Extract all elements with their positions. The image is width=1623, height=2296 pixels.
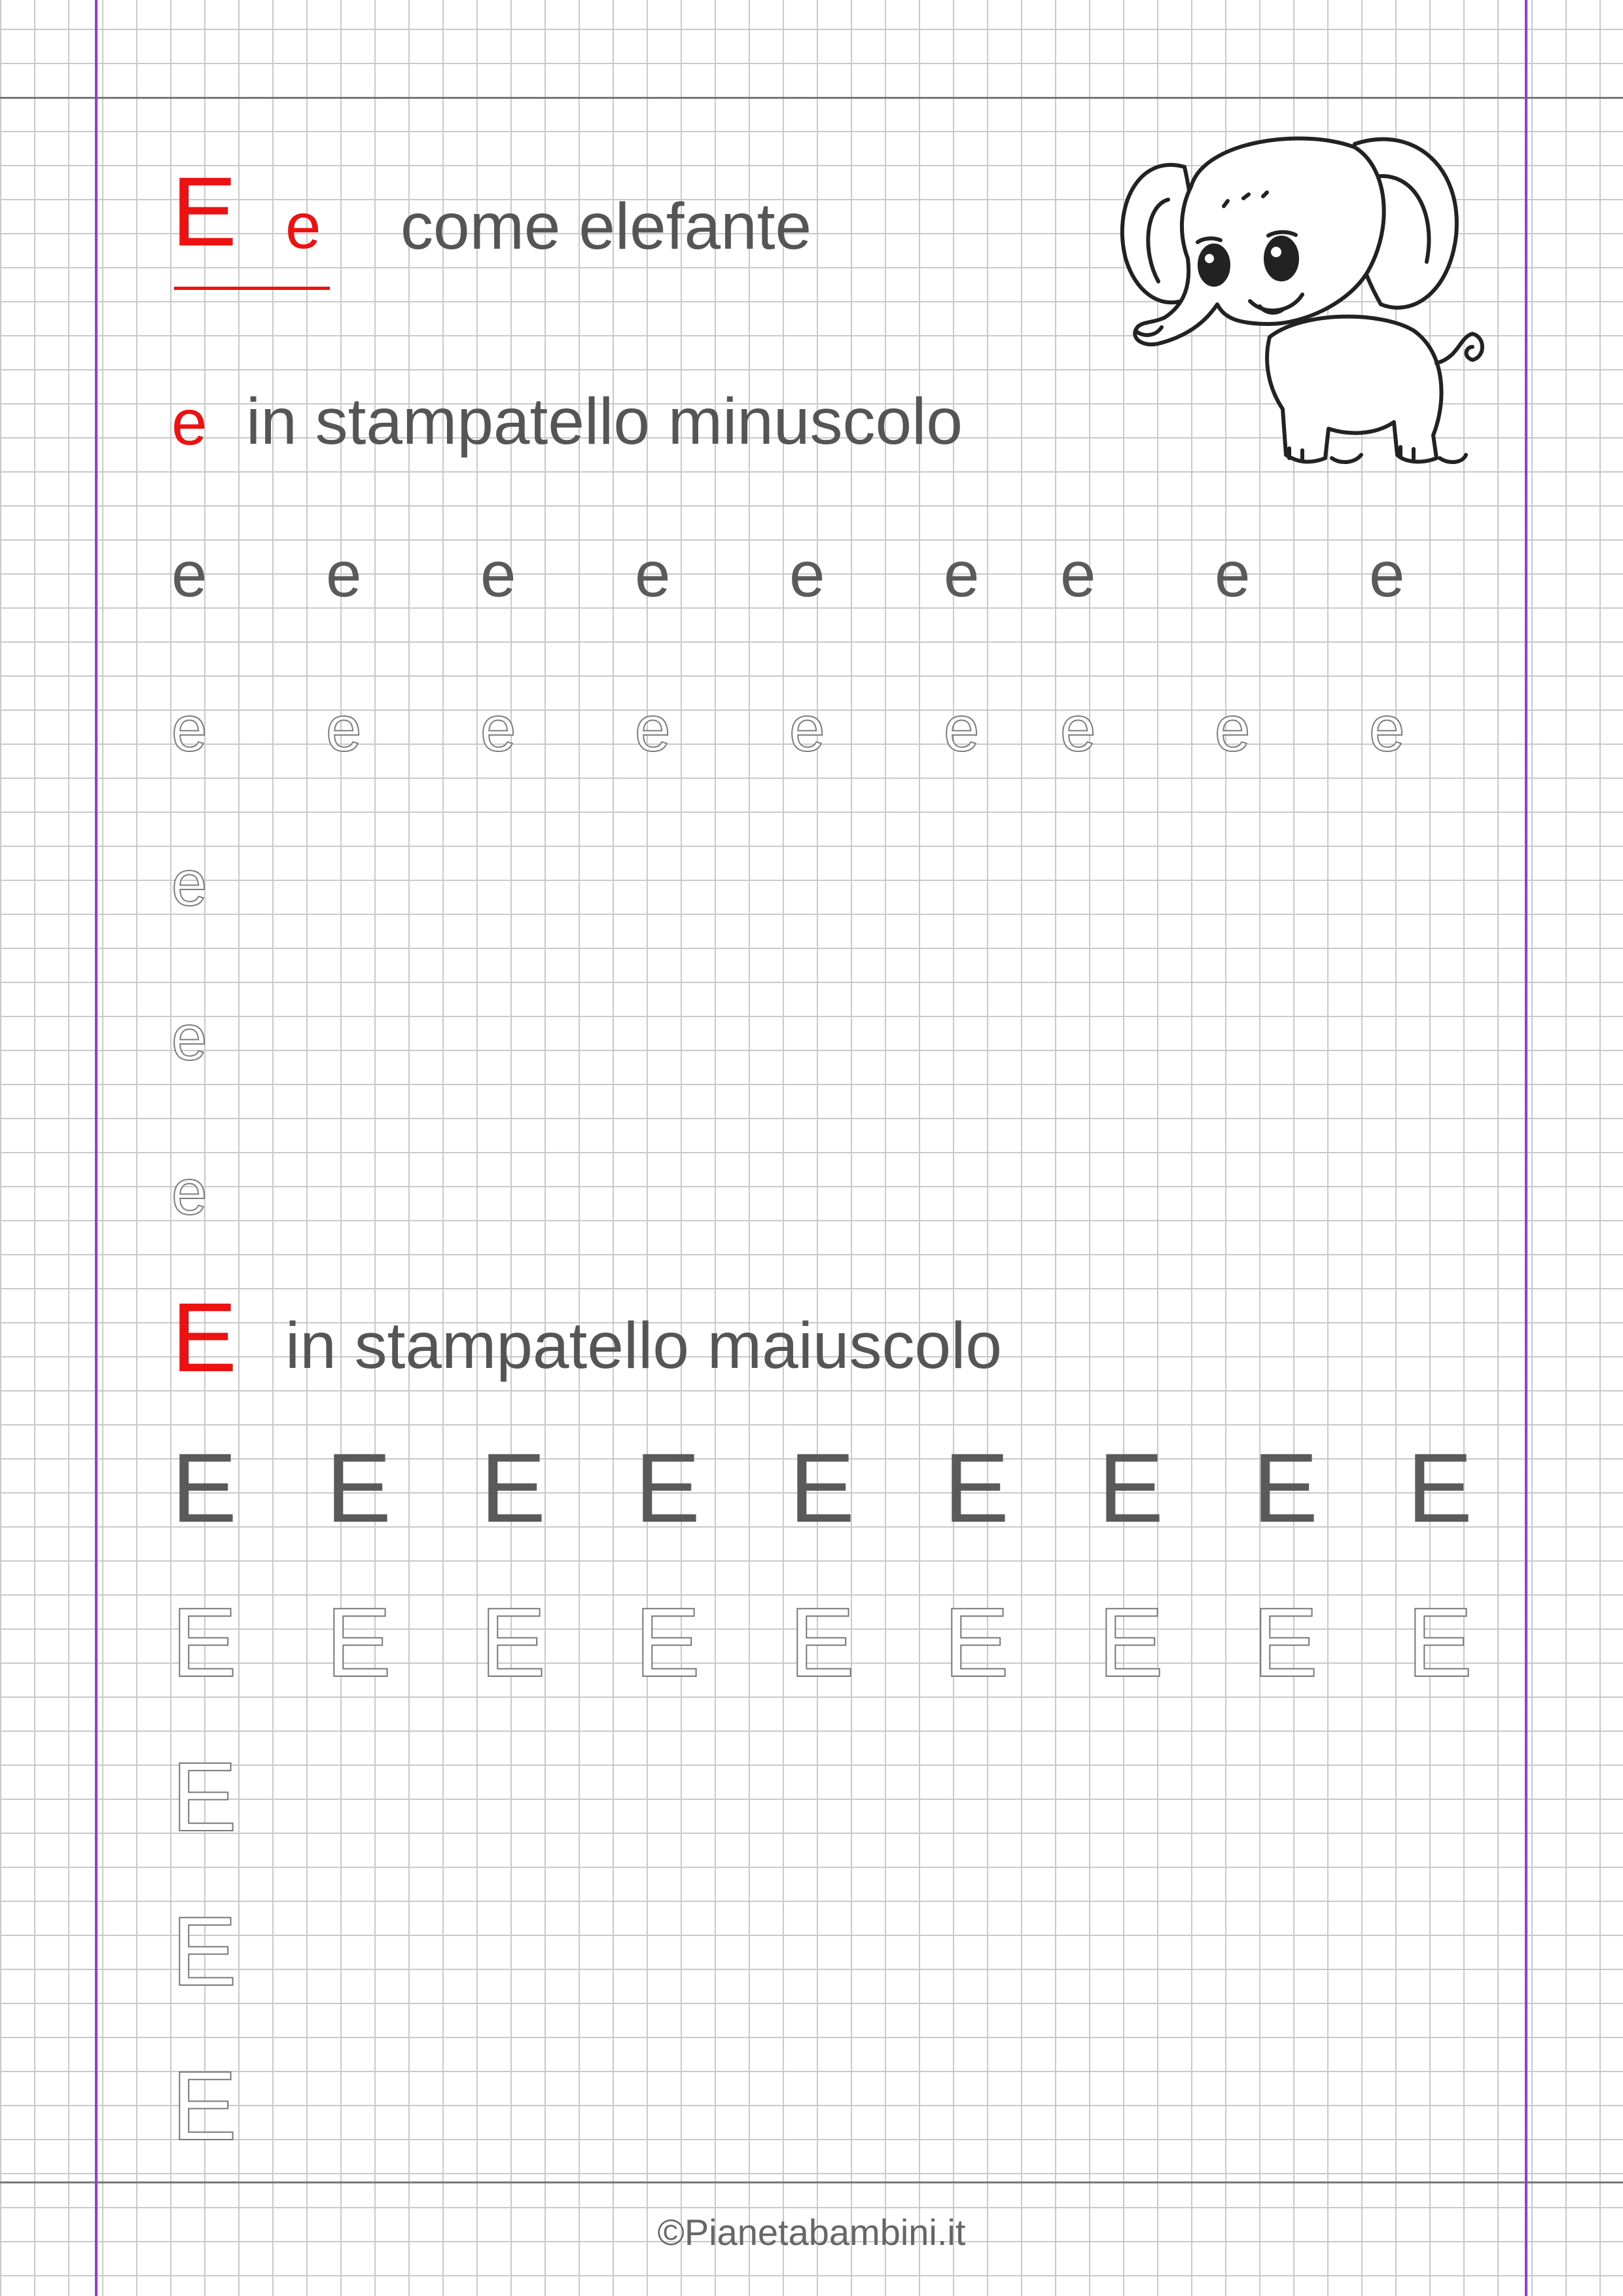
- example-letter-E: E: [1098, 1433, 1164, 1543]
- uppercase-heading-letter: E: [171, 1282, 238, 1392]
- title-text: come elefante: [401, 190, 812, 263]
- left-margin-line: [95, 0, 98, 2296]
- trace-letter-e: e: [480, 692, 516, 764]
- elephant-icon: [1106, 128, 1499, 488]
- example-letter-E: E: [171, 1433, 238, 1543]
- footer-credit: [0, 2211, 1623, 2253]
- example-letter-E: E: [480, 1433, 546, 1543]
- example-letter-E: E: [944, 1433, 1010, 1543]
- trace-letter-E: E: [1253, 1587, 1319, 1697]
- example-letter-e: e: [171, 538, 207, 610]
- example-letter-e: e: [944, 538, 980, 610]
- trace-letter-E: E: [326, 1587, 392, 1697]
- trace-letter-e: e: [944, 692, 980, 764]
- trace-letter-e: e: [171, 1001, 207, 1073]
- example-letter-e: e: [326, 538, 362, 610]
- trace-letter-E: E: [171, 2051, 238, 2161]
- example-letter-e: e: [1060, 538, 1096, 610]
- copyright-icon: ©: [657, 2212, 685, 2253]
- trace-letter-E: E: [789, 1587, 855, 1697]
- trace-letter-E: E: [1407, 1587, 1473, 1697]
- trace-letter-e: e: [171, 1156, 207, 1228]
- example-letter-E: E: [1407, 1433, 1473, 1543]
- example-letter-E: E: [635, 1433, 701, 1543]
- bottom-rule: [0, 2181, 1623, 2183]
- trace-letter-E: E: [171, 1587, 238, 1697]
- title-underline: [174, 287, 330, 290]
- uppercase-heading-label: in stampatello maiuscolo: [285, 1309, 1002, 1382]
- trace-letter-E: E: [944, 1587, 1010, 1697]
- trace-letter-e: e: [1369, 692, 1405, 764]
- lowercase-heading-label: in stampatello minuscolo: [246, 385, 963, 458]
- lowercase-heading-letter: e: [171, 386, 207, 458]
- example-letter-E: E: [789, 1433, 855, 1543]
- trace-letter-E: E: [635, 1587, 701, 1697]
- right-margin-line: [1525, 0, 1527, 2296]
- trace-letter-E: E: [480, 1587, 546, 1697]
- trace-letter-e: e: [635, 692, 671, 764]
- trace-letter-e: e: [1060, 692, 1096, 764]
- example-letter-e: e: [1369, 538, 1405, 610]
- example-letter-e: e: [1215, 538, 1251, 610]
- title-lowercase-letter: e: [285, 190, 321, 262]
- example-letter-E: E: [326, 1433, 392, 1543]
- footer-site: Pianetabambini.it: [684, 2212, 966, 2253]
- title-uppercase-letter: E: [171, 156, 238, 266]
- example-letter-e: e: [480, 538, 516, 610]
- trace-letter-E: E: [171, 1896, 238, 2006]
- example-letter-E: E: [1253, 1433, 1319, 1543]
- trace-letter-E: E: [1098, 1587, 1164, 1697]
- top-rule: [0, 97, 1623, 99]
- trace-letter-e: e: [1215, 692, 1251, 764]
- trace-letter-e: e: [789, 692, 825, 764]
- example-letter-e: e: [635, 538, 671, 610]
- trace-letter-e: e: [171, 692, 207, 764]
- example-letter-e: e: [789, 538, 825, 610]
- trace-letter-e: e: [171, 847, 207, 919]
- trace-letter-E: E: [171, 1742, 238, 1852]
- trace-letter-e: e: [326, 692, 362, 764]
